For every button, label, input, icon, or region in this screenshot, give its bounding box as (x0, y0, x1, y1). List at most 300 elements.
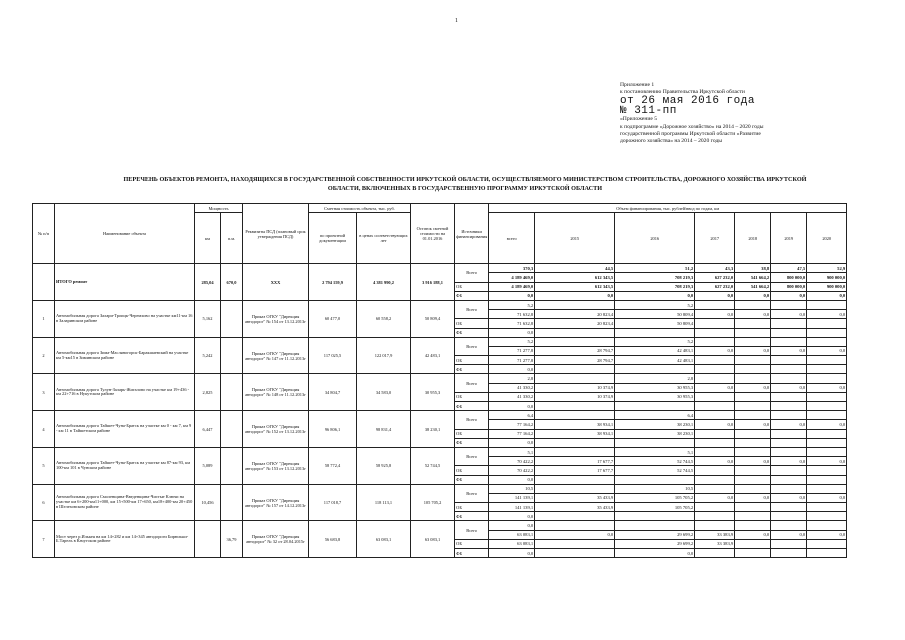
funding-source: Всего (455, 264, 489, 282)
funding-value (735, 328, 771, 337)
capacity-pm (221, 447, 243, 484)
appendix-line: к постановлению Правительства Иркутской области (620, 89, 745, 96)
funding-value: 10,5 (489, 484, 535, 493)
funding-value (771, 429, 807, 438)
funding-value (807, 365, 847, 374)
funding-value: 33 383,9 (695, 530, 735, 539)
funding-value (807, 549, 847, 558)
funding-value (807, 319, 847, 328)
header-requisites: Реквизиты ПСД (плановый срок утверждения ПСД) (243, 204, 309, 264)
funding-value (695, 411, 735, 420)
header-capacity: Мощность (195, 204, 243, 213)
table-row (33, 484, 847, 493)
funding-value (807, 438, 847, 447)
psd-requisites: Приказ ОГКУ "Дирекция автодорог" № 154 от 13.12.2013г (243, 300, 309, 337)
funding-value: 612 343,5 (535, 282, 615, 291)
table-row (33, 300, 847, 309)
cost-in-prices: 118 113,1 (357, 484, 411, 521)
funding-value (615, 512, 695, 521)
funding-source: ФБ (455, 291, 489, 300)
funding-value: 0,0 (735, 457, 771, 466)
funding-value: 0,0 (771, 383, 807, 392)
capacity-pm: 36,79 (221, 521, 243, 558)
funding-value (695, 484, 735, 493)
object-name: Автомобильная дорога Зима-Масляногорск-Баракшаевский на участке км 5-км15 в Зиминском районе (55, 337, 195, 374)
funding-value (771, 300, 807, 309)
remainder-value: 30 955,3 (411, 374, 455, 411)
funding-value: 6,4 (615, 411, 695, 420)
funding-value: 50 809,4 (615, 319, 695, 328)
header-year: 2015 (535, 213, 615, 264)
funding-value: 70 422,2 (489, 466, 535, 475)
header-num: № п/п (33, 204, 55, 264)
remainder-value: 3 916 188,1 (411, 264, 455, 301)
funding-source: ОБ (455, 429, 489, 438)
funding-value: 0,0 (535, 530, 615, 539)
funding-value (807, 466, 847, 475)
object-name: Автомобильная дорога Тайшет-Чуна-Братск на участке км 0 - км 7, км 9 - км 11 в Тайшетском районе (55, 411, 195, 448)
capacity-km: 285,04 (195, 264, 221, 301)
funding-value: 41 330,2 (489, 383, 535, 392)
funding-value (807, 374, 847, 383)
funding-value (535, 328, 615, 337)
cost-by-project: 2 794 159,9 (309, 264, 357, 301)
funding-value (695, 374, 735, 383)
funding-value: 17 677,7 (535, 466, 615, 475)
psd-requisites: Приказ ОГКУ "Дирекция автодорог" № 148 от 11.12.2013г (243, 374, 309, 411)
funding-source: Всего (455, 374, 489, 392)
funding-value (695, 319, 735, 328)
funding-value (535, 447, 615, 456)
funding-value (807, 300, 847, 309)
funding-value: 370,3 (489, 264, 535, 273)
header-estimate: Сметная стоимость объекта, тыс. руб. (309, 204, 411, 213)
funding-value: 0,0 (735, 493, 771, 502)
remainder-value: 38 230,1 (411, 411, 455, 448)
psd-requisites: Приказ ОГКУ "Дирекция автодорог" № 157 от 14.12.2013г (243, 484, 309, 521)
funding-value (735, 411, 771, 420)
funding-value: 77 164,2 (489, 420, 535, 429)
psd-requisites: Приказ ОГКУ "Дирекция автодорог" № 32 от 28.04.2015г (243, 521, 309, 558)
funding-value: 0,0 (695, 346, 735, 355)
funding-value: 5,2 (489, 337, 535, 346)
funding-value (735, 549, 771, 558)
funding-value (535, 411, 615, 420)
funding-value: 0,0 (489, 291, 535, 300)
funding-value (535, 337, 615, 346)
funding-value: 0,0 (615, 291, 695, 300)
funding-value (807, 521, 847, 530)
funding-value (807, 503, 847, 512)
funding-value (695, 356, 735, 365)
funding-value: 0,0 (807, 310, 847, 319)
capacity-km: 5,089 (195, 447, 221, 484)
capacity-pm (221, 374, 243, 411)
funding-value (771, 475, 807, 484)
funding-value (535, 300, 615, 309)
funding-value: 900 000,0 (807, 273, 847, 282)
funding-value: 4 189 469,0 (489, 282, 535, 291)
funding-value: 42 483,1 (615, 346, 695, 355)
appendix-line: к подпрограмме «Дорожное хозяйство» на 2014 – 2020 годы (620, 123, 764, 130)
funding-value: 0,0 (771, 310, 807, 319)
funding-value: 71 632,8 (489, 310, 535, 319)
funding-value (735, 503, 771, 512)
funding-value: 35 433,9 (535, 493, 615, 502)
funding-value: 52 744,5 (615, 457, 695, 466)
funding-value (615, 328, 695, 337)
funding-value: 0,0 (615, 549, 695, 558)
funding-value: 0,0 (771, 457, 807, 466)
header-year: 2017 (695, 213, 735, 264)
funding-value (695, 402, 735, 411)
funding-value: 4 189 469,0 (489, 273, 535, 282)
funding-value (695, 549, 735, 558)
funding-value: 63 083,1 (489, 530, 535, 539)
remainder-value: 63 083,1 (411, 521, 455, 558)
row-number: 1 (33, 300, 55, 337)
cost-by-project: 60 477,0 (309, 300, 357, 337)
funding-value: 28 794,7 (535, 346, 615, 355)
header-year: 2016 (615, 213, 695, 264)
header-name: Наименование объекта (55, 204, 195, 264)
object-name: ИТОГО ремонт (55, 264, 195, 301)
funding-value: 800 000,0 (771, 282, 807, 291)
psd-requisites: XXX (243, 264, 309, 301)
funding-value (615, 521, 695, 530)
header-by-project: по проектной документации (309, 213, 357, 264)
funding-value: 612 343,5 (535, 273, 615, 282)
funding-value (771, 438, 807, 447)
funding-value: 800 000,0 (771, 273, 807, 282)
funding-value: 0,0 (807, 420, 847, 429)
funding-value: 30 955,3 (615, 392, 695, 401)
funding-value (735, 374, 771, 383)
funding-value: 38,8 (735, 264, 771, 273)
funding-value (771, 484, 807, 493)
funding-value (535, 438, 615, 447)
funding-value: 0,0 (489, 549, 535, 558)
table-row (33, 411, 847, 420)
funding-value: 28 794,7 (535, 356, 615, 365)
funding-value (735, 402, 771, 411)
funding-value (807, 429, 847, 438)
funding-value (735, 319, 771, 328)
funding-value (695, 466, 735, 475)
funding-value: 0,0 (535, 291, 615, 300)
header-km: км (195, 213, 221, 264)
cost-by-project: 117 018,7 (309, 484, 357, 521)
funding-value (615, 365, 695, 374)
funding-value (807, 411, 847, 420)
funding-value: 0,0 (489, 475, 535, 484)
funding-value: 708 219,3 (615, 282, 695, 291)
funding-value: 52 744,5 (615, 466, 695, 475)
funding-source: ОБ (455, 282, 489, 291)
funding-value (807, 539, 847, 548)
funding-value: 30 955,3 (615, 383, 695, 392)
funding-value: 0,0 (771, 346, 807, 355)
cost-by-project: 96 806,1 (309, 411, 357, 448)
funding-value: 50 809,4 (615, 310, 695, 319)
funding-value (615, 402, 695, 411)
funding-value: 38 934,1 (535, 429, 615, 438)
funding-value: 5,1 (615, 447, 695, 456)
funding-value (807, 484, 847, 493)
funding-value: 0,0 (489, 438, 535, 447)
cost-by-project: 56 683,8 (309, 521, 357, 558)
funding-value (771, 392, 807, 401)
header-source: Источники финансирования (455, 204, 489, 264)
funding-value (535, 549, 615, 558)
funding-value (695, 521, 735, 530)
funding-value (735, 539, 771, 548)
header-year: 2020 (807, 213, 847, 264)
funding-value: 38 934,1 (535, 420, 615, 429)
funding-value (771, 374, 807, 383)
funding-value: 38 230,1 (615, 420, 695, 429)
funding-source: Всего (455, 300, 489, 318)
object-name: Автомобильная дорога Тулун-Заларь-Жигалово на участке км 19+436 - км 22+716 в Нукутском районе (55, 374, 195, 411)
funding-value (771, 328, 807, 337)
object-name: Автомобильная дорога Тайшет-Чуна-Братск на участке км 87-км 93, км 100-км 101 в Чунском районе (55, 447, 195, 484)
appendix-line: Приложение 1 (620, 82, 655, 88)
funding-value (735, 466, 771, 475)
funding-value: 70 422,2 (489, 457, 535, 466)
funding-value (695, 300, 735, 309)
funding-value: 0,0 (807, 346, 847, 355)
row-number: 7 (33, 521, 55, 558)
appendix-line: дорожного хозяйства» на 2014 – 2020 годы (620, 138, 723, 145)
capacity-km: 10,456 (195, 484, 221, 521)
row-number: 5 (33, 447, 55, 484)
header-year: 2019 (771, 213, 807, 264)
funding-value: 0,0 (735, 310, 771, 319)
funding-value: 900 000,0 (807, 282, 847, 291)
funding-value (535, 374, 615, 383)
row-number: 6 (33, 484, 55, 521)
funding-value: 0,0 (735, 530, 771, 539)
header-total: всего (489, 213, 535, 264)
funding-value: 141 139,1 (489, 503, 535, 512)
funding-value: 0,0 (695, 493, 735, 502)
funding-source: Всего (455, 484, 489, 502)
funding-value: 0,0 (771, 530, 807, 539)
funding-value: 2,8 (615, 374, 695, 383)
funding-value: 10 374,9 (535, 392, 615, 401)
funding-value: 77 164,2 (489, 429, 535, 438)
funding-value: 44,5 (535, 264, 615, 273)
funding-value: 0,0 (695, 383, 735, 392)
capacity-km: 5,242 (195, 337, 221, 374)
funding-value: 0,0 (735, 346, 771, 355)
funding-value (771, 512, 807, 521)
funding-value: 33 383,9 (695, 539, 735, 548)
funding-value (615, 438, 695, 447)
funding-value: 0,0 (807, 457, 847, 466)
funding-source: ФБ (455, 402, 489, 411)
funding-value (535, 484, 615, 493)
appendix-line: «Приложение 5 (620, 116, 658, 123)
capacity-pm: 670,0 (221, 264, 243, 301)
funding-value: 0,0 (807, 530, 847, 539)
funding-source: Всего (455, 447, 489, 465)
funding-value (771, 466, 807, 475)
funding-value: 627 232,0 (695, 282, 735, 291)
funding-value (695, 429, 735, 438)
funding-value: 29 699,2 (615, 539, 695, 548)
funding-value (695, 475, 735, 484)
funding-value (735, 447, 771, 456)
number-stamp: № 311-пп (620, 105, 677, 118)
capacity-pm (221, 484, 243, 521)
cost-in-prices: 4 381 990,2 (357, 264, 411, 301)
funding-value: 0,0 (489, 328, 535, 337)
row-number: 2 (33, 337, 55, 374)
funding-value: 0,0 (695, 310, 735, 319)
capacity-km (195, 521, 221, 558)
funding-source: ОБ (455, 319, 489, 328)
funding-value: 35 433,9 (535, 503, 615, 512)
funding-value (535, 365, 615, 374)
funding-value: 0,0 (735, 383, 771, 392)
funding-value (771, 503, 807, 512)
cost-in-prices: 60 558,2 (357, 300, 411, 337)
cost-by-project: 58 772,4 (309, 447, 357, 484)
funding-source: ОБ (455, 503, 489, 512)
funding-value: 5,2 (615, 300, 695, 309)
funding-value: 0,0 (771, 420, 807, 429)
funding-value: 43,3 (695, 264, 735, 273)
funding-value (535, 512, 615, 521)
funding-value: 0,0 (695, 420, 735, 429)
remainder-value: 42 483,1 (411, 337, 455, 374)
psd-requisites: Приказ ОГКУ "Дирекция автодорог" № 153 от 13.12.2013г (243, 447, 309, 484)
funding-value: 71 632,8 (489, 319, 535, 328)
funding-value (771, 539, 807, 548)
funding-value: 2,8 (489, 374, 535, 383)
funding-source: Всего (455, 337, 489, 355)
table-row (33, 264, 847, 273)
funding-value (771, 365, 807, 374)
cost-in-prices: 98 831,4 (357, 411, 411, 448)
funding-value (735, 392, 771, 401)
funding-value: 105 705,2 (615, 503, 695, 512)
funding-value (807, 512, 847, 521)
funding-value (615, 475, 695, 484)
funding-source: ОБ (455, 392, 489, 401)
funding-source: ФБ (455, 328, 489, 337)
date-stamp: от 26 мая 2016 года (620, 95, 755, 108)
appendix-line: государственной программы Иркутской области «Развитие (620, 130, 761, 137)
funding-value: 41 330,2 (489, 392, 535, 401)
funding-value (771, 402, 807, 411)
funding-value: 0,0 (807, 493, 847, 502)
page-number: 1 (455, 18, 458, 24)
funding-value: 47,5 (771, 264, 807, 273)
funding-value (735, 475, 771, 484)
funding-value (535, 521, 615, 530)
cost-by-project: 34 804,7 (309, 374, 357, 411)
funding-source: ОБ (455, 356, 489, 365)
funding-value: 10 374,9 (535, 383, 615, 392)
funding-value: 0,0 (489, 365, 535, 374)
funding-value: 63 083,1 (489, 539, 535, 548)
psd-requisites: Приказ ОГКУ "Дирекция автодорог" № 152 от 13.12.2013г (243, 411, 309, 448)
funding-source: Всего (455, 521, 489, 539)
funding-value (535, 402, 615, 411)
funding-value: 10,5 (615, 484, 695, 493)
funding-value (807, 337, 847, 346)
funding-value: 0,0 (807, 291, 847, 300)
funding-value: 42 483,1 (615, 356, 695, 365)
table-row (33, 374, 847, 383)
cost-by-project: 117 025,5 (309, 337, 357, 374)
object-name: Мост через р.Илькея на км 14+282 и км 14+345 автодороги Бирюльки-Б.Тарель в Качугском районе (55, 521, 195, 558)
funding-source: ОБ (455, 466, 489, 475)
funding-value: 71 277,8 (489, 346, 535, 355)
funding-value (695, 503, 735, 512)
header-year: 2018 (735, 213, 771, 264)
funding-value (735, 300, 771, 309)
remainder-value: 52 744,5 (411, 447, 455, 484)
funding-value (807, 402, 847, 411)
funding-value: 541 664,2 (735, 282, 771, 291)
funding-source: ФБ (455, 438, 489, 447)
funding-value (695, 337, 735, 346)
funding-value (535, 475, 615, 484)
funding-value: 0,0 (771, 291, 807, 300)
funding-value (735, 512, 771, 521)
funding-value: 0,0 (695, 457, 735, 466)
funding-value: 708 219,3 (615, 273, 695, 282)
funding-value: 0,0 (489, 521, 535, 530)
funding-value: 0,0 (735, 291, 771, 300)
funding-source: ФБ (455, 475, 489, 484)
objects-table (32, 203, 847, 558)
funding-value (771, 447, 807, 456)
funding-value: 0,0 (489, 402, 535, 411)
row-number (33, 264, 55, 301)
capacity-km: 2,825 (195, 374, 221, 411)
funding-value: 38 230,1 (615, 429, 695, 438)
funding-value: 29 699,2 (615, 530, 695, 539)
header-in-prices: в ценах соответствующих лет (357, 213, 411, 264)
funding-value (735, 484, 771, 493)
appendix-block (620, 82, 880, 145)
funding-value (695, 365, 735, 374)
funding-value: 20 823,4 (535, 310, 615, 319)
funding-value: 141 139,1 (489, 493, 535, 502)
funding-value: 5,2 (615, 337, 695, 346)
table-row (33, 521, 847, 530)
header-remainder: Остаток сметной стоимости на 01.01.2016 (411, 204, 455, 264)
funding-value (771, 411, 807, 420)
funding-value: 17 677,7 (535, 457, 615, 466)
funding-value (695, 438, 735, 447)
funding-value (735, 429, 771, 438)
funding-value: 51,2 (615, 264, 695, 273)
remainder-value: 50 809,4 (411, 300, 455, 337)
funding-value (771, 549, 807, 558)
funding-source: ОБ (455, 539, 489, 548)
capacity-pm (221, 411, 243, 448)
row-number: 3 (33, 374, 55, 411)
funding-value (807, 447, 847, 456)
funding-value: 0,0 (735, 420, 771, 429)
funding-value (695, 447, 735, 456)
funding-value (771, 337, 807, 346)
